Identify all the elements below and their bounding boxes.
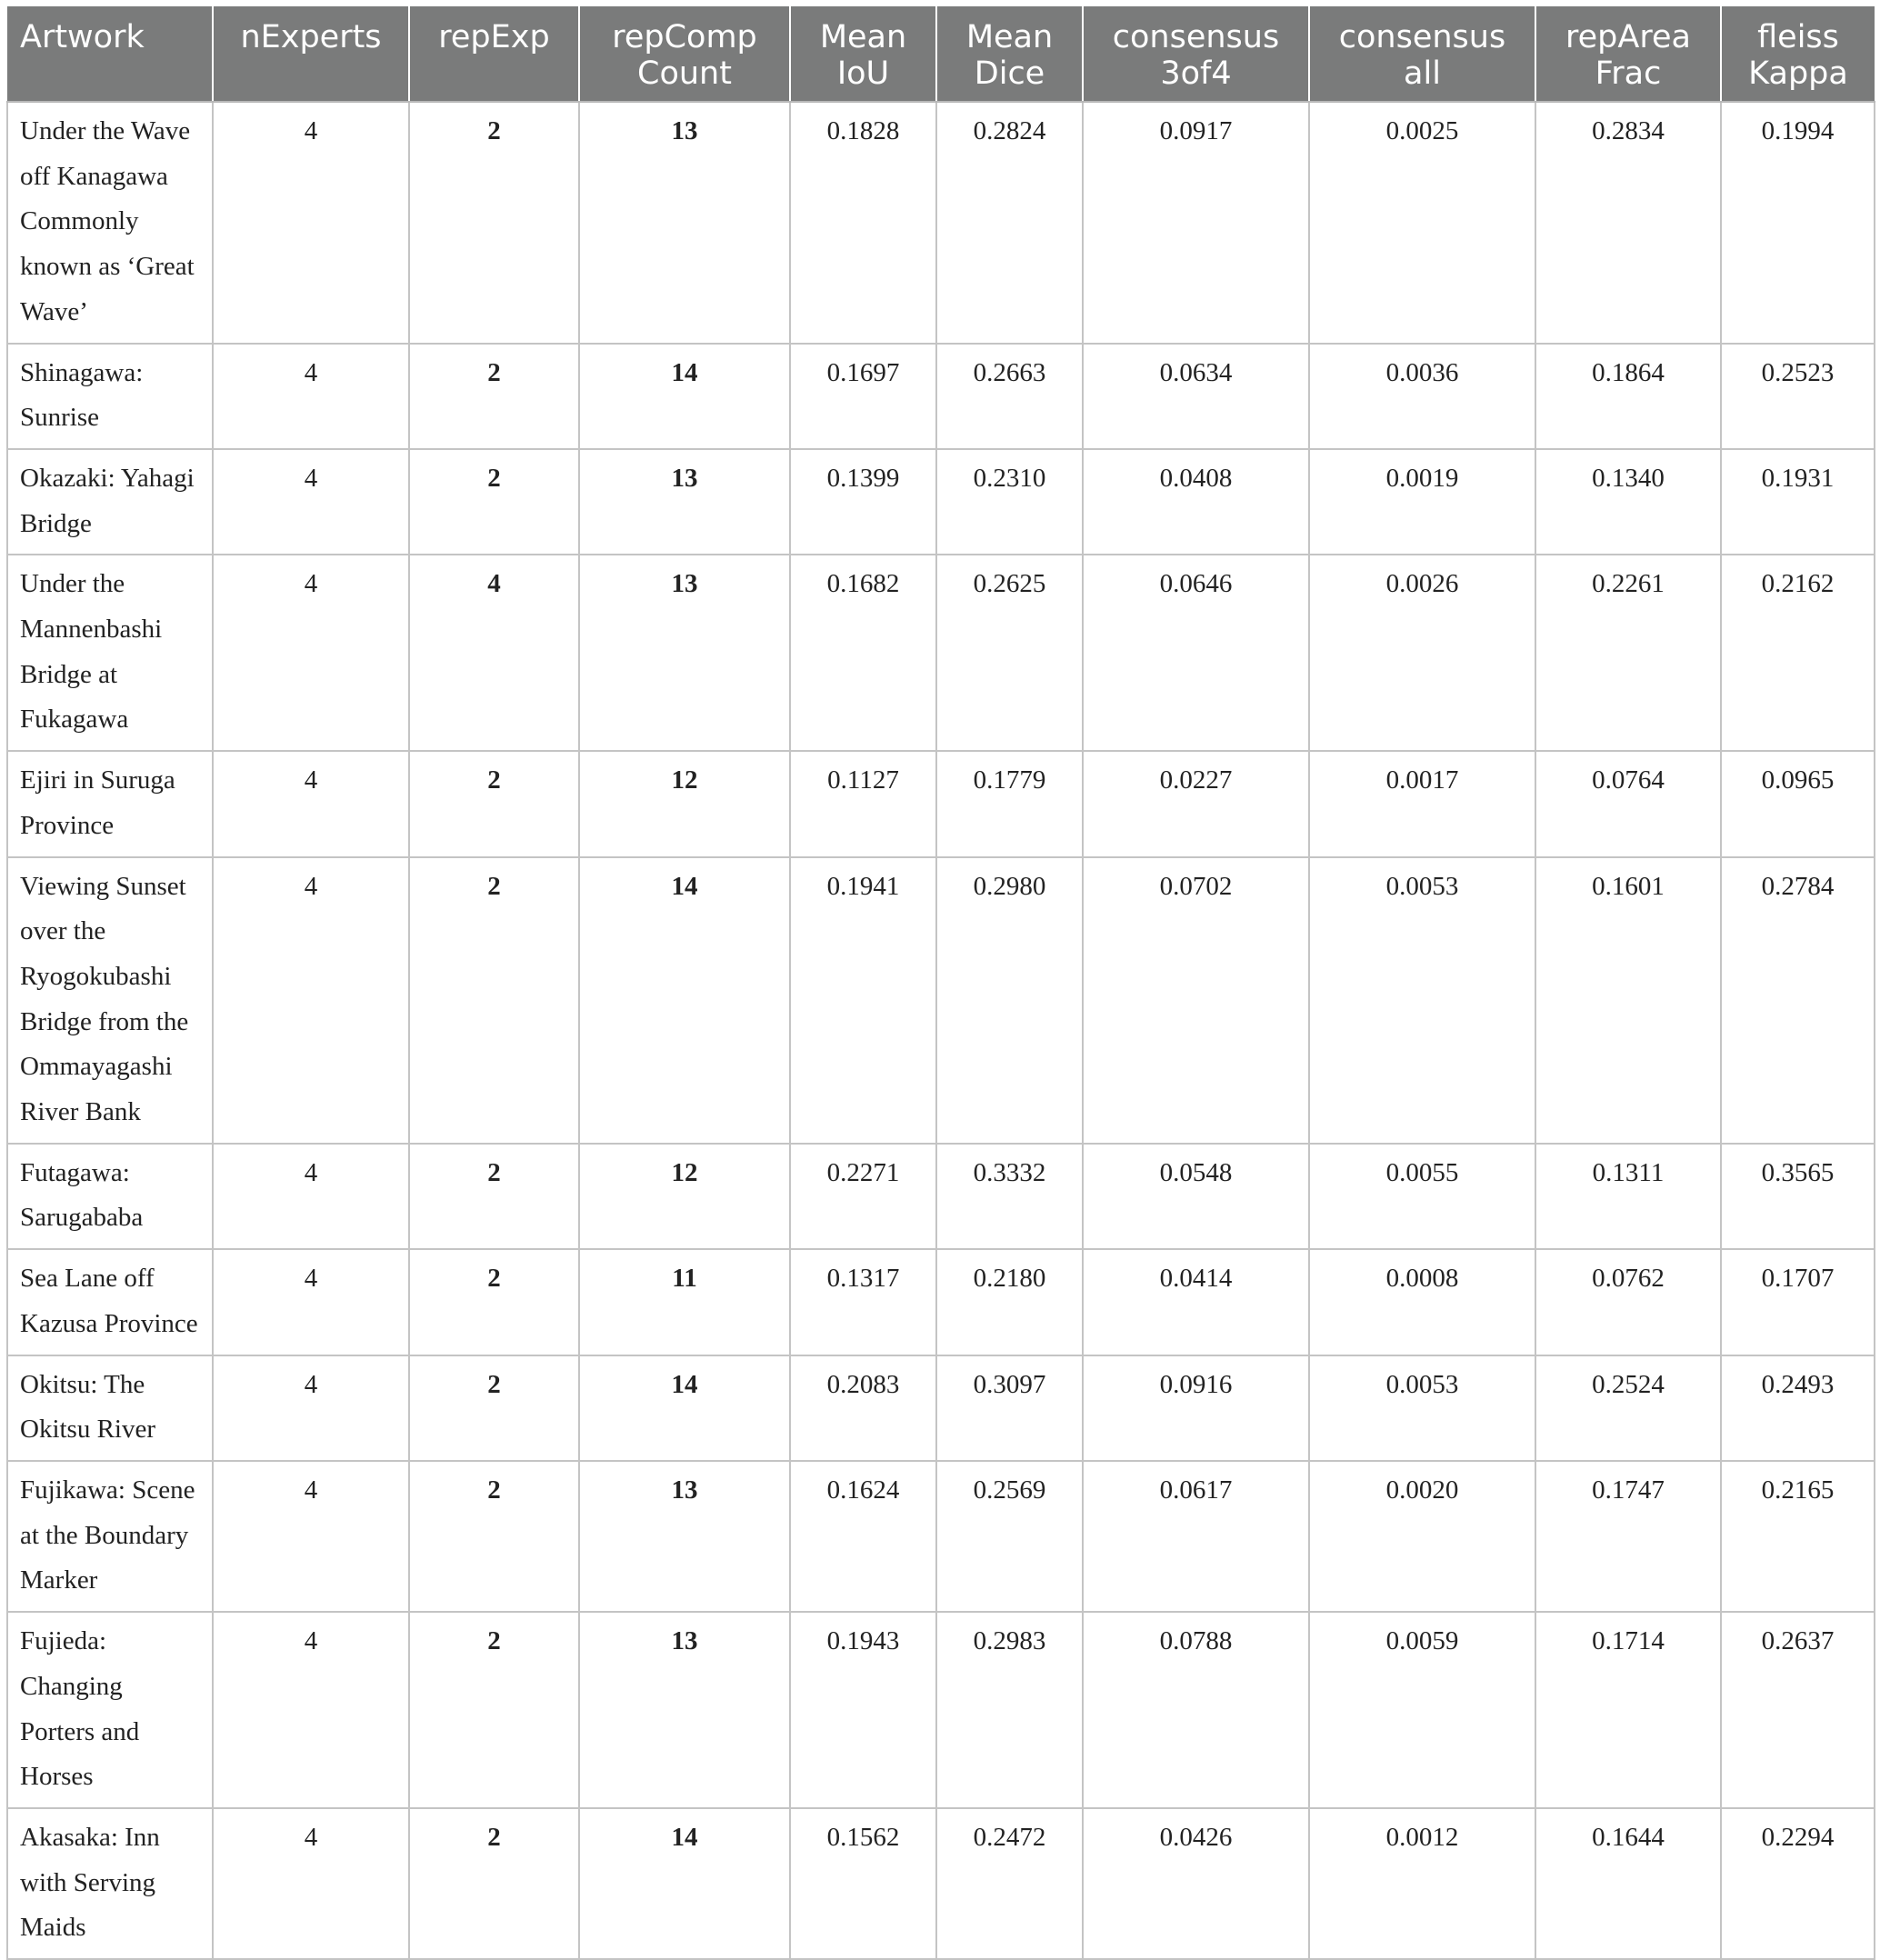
cell-mean-iou: 0.1624 <box>790 1461 936 1612</box>
table-row <box>7 1612 1875 1808</box>
cell-consensus-3of4: 0.0916 <box>1083 1355 1309 1461</box>
cell-repexp: 2 <box>409 751 579 856</box>
cell-mean-dice: 0.2472 <box>936 1808 1083 1959</box>
cell-consensus-3of4: 0.0408 <box>1083 449 1309 555</box>
cell-repcomp-count: 13 <box>579 1461 790 1612</box>
column-header-line: Artwork <box>20 19 145 55</box>
cell-consensus-3of4: 0.0227 <box>1083 751 1309 856</box>
cell-artwork: Fujikawa: Scene at the Boundary Marker <box>7 1461 213 1612</box>
column-header-line: Mean <box>965 19 1054 55</box>
table-row <box>7 1808 1875 1959</box>
results-table <box>6 6 1875 1960</box>
column-header-consensus-3of4 <box>1083 6 1309 102</box>
cell-artwork: Sea Lane off Kazusa Province <box>7 1249 213 1355</box>
cell-consensus-3of4: 0.0414 <box>1083 1249 1309 1355</box>
column-header-line: IoU <box>836 55 890 92</box>
cell-mean-dice: 0.2310 <box>936 449 1083 555</box>
cell-fleiss-kappa: 0.2523 <box>1721 344 1875 449</box>
column-header-line: Frac <box>1595 55 1662 92</box>
cell-reparea-frac: 0.0762 <box>1535 1249 1721 1355</box>
cell-reparea-frac: 0.1864 <box>1535 344 1721 449</box>
cell-repcomp-count: 12 <box>579 1144 790 1249</box>
cell-mean-dice: 0.2980 <box>936 857 1083 1144</box>
column-header-line: repArea <box>1565 19 1691 55</box>
table-row <box>7 857 1875 1144</box>
cell-mean-iou: 0.1697 <box>790 344 936 449</box>
cell-reparea-frac: 0.1340 <box>1535 449 1721 555</box>
cell-mean-iou: 0.2083 <box>790 1355 936 1461</box>
cell-reparea-frac: 0.1747 <box>1535 1461 1721 1612</box>
cell-repcomp-count: 14 <box>579 1355 790 1461</box>
cell-nexperts: 4 <box>213 1355 409 1461</box>
cell-artwork: Okazaki: Yahagi Bridge <box>7 449 213 555</box>
cell-consensus-3of4: 0.0426 <box>1083 1808 1309 1959</box>
column-header-line: repExp <box>438 19 550 55</box>
table-row <box>7 751 1875 856</box>
cell-consensus-3of4: 0.0646 <box>1083 555 1309 751</box>
cell-mean-iou: 0.1317 <box>790 1249 936 1355</box>
cell-reparea-frac: 0.2834 <box>1535 102 1721 344</box>
cell-consensus-all: 0.0017 <box>1309 751 1535 856</box>
cell-artwork: Okitsu: The Okitsu River <box>7 1355 213 1461</box>
cell-nexperts: 4 <box>213 1249 409 1355</box>
cell-mean-iou: 0.1828 <box>790 102 936 344</box>
cell-artwork: Viewing Sunset over the Ryogokubashi Bridge from the Ommayagashi River Bank <box>7 857 213 1144</box>
cell-reparea-frac: 0.2261 <box>1535 555 1721 751</box>
cell-reparea-frac: 0.1311 <box>1535 1144 1721 1249</box>
cell-repexp: 2 <box>409 857 579 1144</box>
cell-consensus-all: 0.0020 <box>1309 1461 1535 1612</box>
cell-artwork: Under the Wave off Kanagawa Commonly known as ‘Great Wave’ <box>7 102 213 344</box>
cell-consensus-3of4: 0.0702 <box>1083 857 1309 1144</box>
cell-repexp: 2 <box>409 449 579 555</box>
cell-reparea-frac: 0.1601 <box>1535 857 1721 1144</box>
column-header-mean-iou <box>790 6 936 102</box>
column-header-line: Count <box>637 55 732 92</box>
cell-mean-dice: 0.2983 <box>936 1612 1083 1808</box>
cell-nexperts: 4 <box>213 555 409 751</box>
cell-repexp: 4 <box>409 555 579 751</box>
table-row <box>7 1461 1875 1612</box>
column-header-line: 3of4 <box>1160 55 1232 92</box>
cell-fleiss-kappa: 0.3565 <box>1721 1144 1875 1249</box>
cell-repexp: 2 <box>409 1355 579 1461</box>
column-header-repexp <box>409 6 579 102</box>
cell-nexperts: 4 <box>213 1612 409 1808</box>
cell-consensus-all: 0.0059 <box>1309 1612 1535 1808</box>
cell-fleiss-kappa: 0.1931 <box>1721 449 1875 555</box>
cell-consensus-3of4: 0.0917 <box>1083 102 1309 344</box>
cell-consensus-all: 0.0012 <box>1309 1808 1535 1959</box>
cell-consensus-all: 0.0053 <box>1309 857 1535 1144</box>
cell-mean-iou: 0.1943 <box>790 1612 936 1808</box>
table-row <box>7 1355 1875 1461</box>
cell-repcomp-count: 13 <box>579 449 790 555</box>
cell-mean-dice: 0.2625 <box>936 555 1083 751</box>
cell-consensus-all: 0.0026 <box>1309 555 1535 751</box>
cell-mean-iou: 0.1127 <box>790 751 936 856</box>
cell-fleiss-kappa: 0.2637 <box>1721 1612 1875 1808</box>
cell-artwork: Fujieda: Changing Porters and Horses <box>7 1612 213 1808</box>
cell-nexperts: 4 <box>213 1144 409 1249</box>
cell-repcomp-count: 11 <box>579 1249 790 1355</box>
cell-consensus-all: 0.0025 <box>1309 102 1535 344</box>
table-body <box>7 102 1875 1959</box>
column-header-reparea-frac <box>1535 6 1721 102</box>
cell-artwork: Shinagawa: Sunrise <box>7 344 213 449</box>
cell-repexp: 2 <box>409 1461 579 1612</box>
column-header-line: consensus <box>1112 19 1280 55</box>
header-row <box>7 6 1875 102</box>
cell-mean-dice: 0.3097 <box>936 1355 1083 1461</box>
cell-mean-iou: 0.1562 <box>790 1808 936 1959</box>
cell-reparea-frac: 0.2524 <box>1535 1355 1721 1461</box>
cell-reparea-frac: 0.0764 <box>1535 751 1721 856</box>
cell-fleiss-kappa: 0.2784 <box>1721 857 1875 1144</box>
column-header-line: all <box>1404 55 1441 92</box>
column-header-line: Kappa <box>1748 55 1848 92</box>
column-header-line: nExperts <box>240 19 382 55</box>
cell-nexperts: 4 <box>213 1461 409 1612</box>
cell-fleiss-kappa: 0.2493 <box>1721 1355 1875 1461</box>
cell-consensus-all: 0.0055 <box>1309 1144 1535 1249</box>
cell-repexp: 2 <box>409 1808 579 1959</box>
cell-mean-dice: 0.2663 <box>936 344 1083 449</box>
cell-repcomp-count: 12 <box>579 751 790 856</box>
column-header-line: Mean <box>819 19 907 55</box>
cell-mean-dice: 0.2569 <box>936 1461 1083 1612</box>
cell-consensus-3of4: 0.0634 <box>1083 344 1309 449</box>
cell-repcomp-count: 13 <box>579 555 790 751</box>
cell-nexperts: 4 <box>213 751 409 856</box>
column-header-line: fleiss <box>1757 19 1839 55</box>
table-row <box>7 344 1875 449</box>
column-header-consensus-all <box>1309 6 1535 102</box>
cell-consensus-all: 0.0036 <box>1309 344 1535 449</box>
cell-repexp: 2 <box>409 102 579 344</box>
cell-fleiss-kappa: 0.2294 <box>1721 1808 1875 1959</box>
column-header-mean-dice <box>936 6 1083 102</box>
cell-fleiss-kappa: 0.0965 <box>1721 751 1875 856</box>
cell-nexperts: 4 <box>213 449 409 555</box>
cell-repcomp-count: 13 <box>579 102 790 344</box>
cell-mean-dice: 0.3332 <box>936 1144 1083 1249</box>
cell-mean-iou: 0.1941 <box>790 857 936 1144</box>
cell-mean-dice: 0.2180 <box>936 1249 1083 1355</box>
cell-artwork: Futagawa: Sarugababa <box>7 1144 213 1249</box>
table-row <box>7 449 1875 555</box>
table-row <box>7 1144 1875 1249</box>
column-header-line: consensus <box>1338 19 1506 55</box>
cell-mean-iou: 0.1682 <box>790 555 936 751</box>
cell-repcomp-count: 14 <box>579 344 790 449</box>
cell-repexp: 2 <box>409 1612 579 1808</box>
cell-repcomp-count: 13 <box>579 1612 790 1808</box>
column-header-artwork <box>7 6 213 102</box>
cell-reparea-frac: 0.1644 <box>1535 1808 1721 1959</box>
cell-artwork: Ejiri in Suruga Province <box>7 751 213 856</box>
cell-mean-iou: 0.2271 <box>790 1144 936 1249</box>
column-header-line: repComp <box>612 19 757 55</box>
cell-repexp: 2 <box>409 1249 579 1355</box>
cell-consensus-3of4: 0.0548 <box>1083 1144 1309 1249</box>
table-row <box>7 102 1875 344</box>
column-header-line: Dice <box>974 55 1045 92</box>
cell-repcomp-count: 14 <box>579 857 790 1144</box>
column-header-fleiss-kappa <box>1721 6 1875 102</box>
cell-consensus-3of4: 0.0788 <box>1083 1612 1309 1808</box>
cell-fleiss-kappa: 0.1707 <box>1721 1249 1875 1355</box>
cell-mean-iou: 0.1399 <box>790 449 936 555</box>
cell-consensus-all: 0.0019 <box>1309 449 1535 555</box>
column-header-nexperts <box>213 6 409 102</box>
cell-fleiss-kappa: 0.2165 <box>1721 1461 1875 1612</box>
cell-consensus-all: 0.0008 <box>1309 1249 1535 1355</box>
cell-mean-dice: 0.1779 <box>936 751 1083 856</box>
table-row <box>7 1249 1875 1355</box>
cell-artwork: Under the Mannenbashi Bridge at Fukagawa <box>7 555 213 751</box>
cell-fleiss-kappa: 0.2162 <box>1721 555 1875 751</box>
column-header-repcomp-count <box>579 6 790 102</box>
cell-nexperts: 4 <box>213 344 409 449</box>
cell-nexperts: 4 <box>213 102 409 344</box>
cell-repexp: 2 <box>409 344 579 449</box>
cell-repexp: 2 <box>409 1144 579 1249</box>
cell-repcomp-count: 14 <box>579 1808 790 1959</box>
table-row <box>7 555 1875 751</box>
cell-reparea-frac: 0.1714 <box>1535 1612 1721 1808</box>
cell-nexperts: 4 <box>213 857 409 1144</box>
cell-nexperts: 4 <box>213 1808 409 1959</box>
cell-artwork: Akasaka: Inn with Serving Maids <box>7 1808 213 1959</box>
cell-consensus-all: 0.0053 <box>1309 1355 1535 1461</box>
cell-fleiss-kappa: 0.1994 <box>1721 102 1875 344</box>
cell-mean-dice: 0.2824 <box>936 102 1083 344</box>
cell-consensus-3of4: 0.0617 <box>1083 1461 1309 1612</box>
